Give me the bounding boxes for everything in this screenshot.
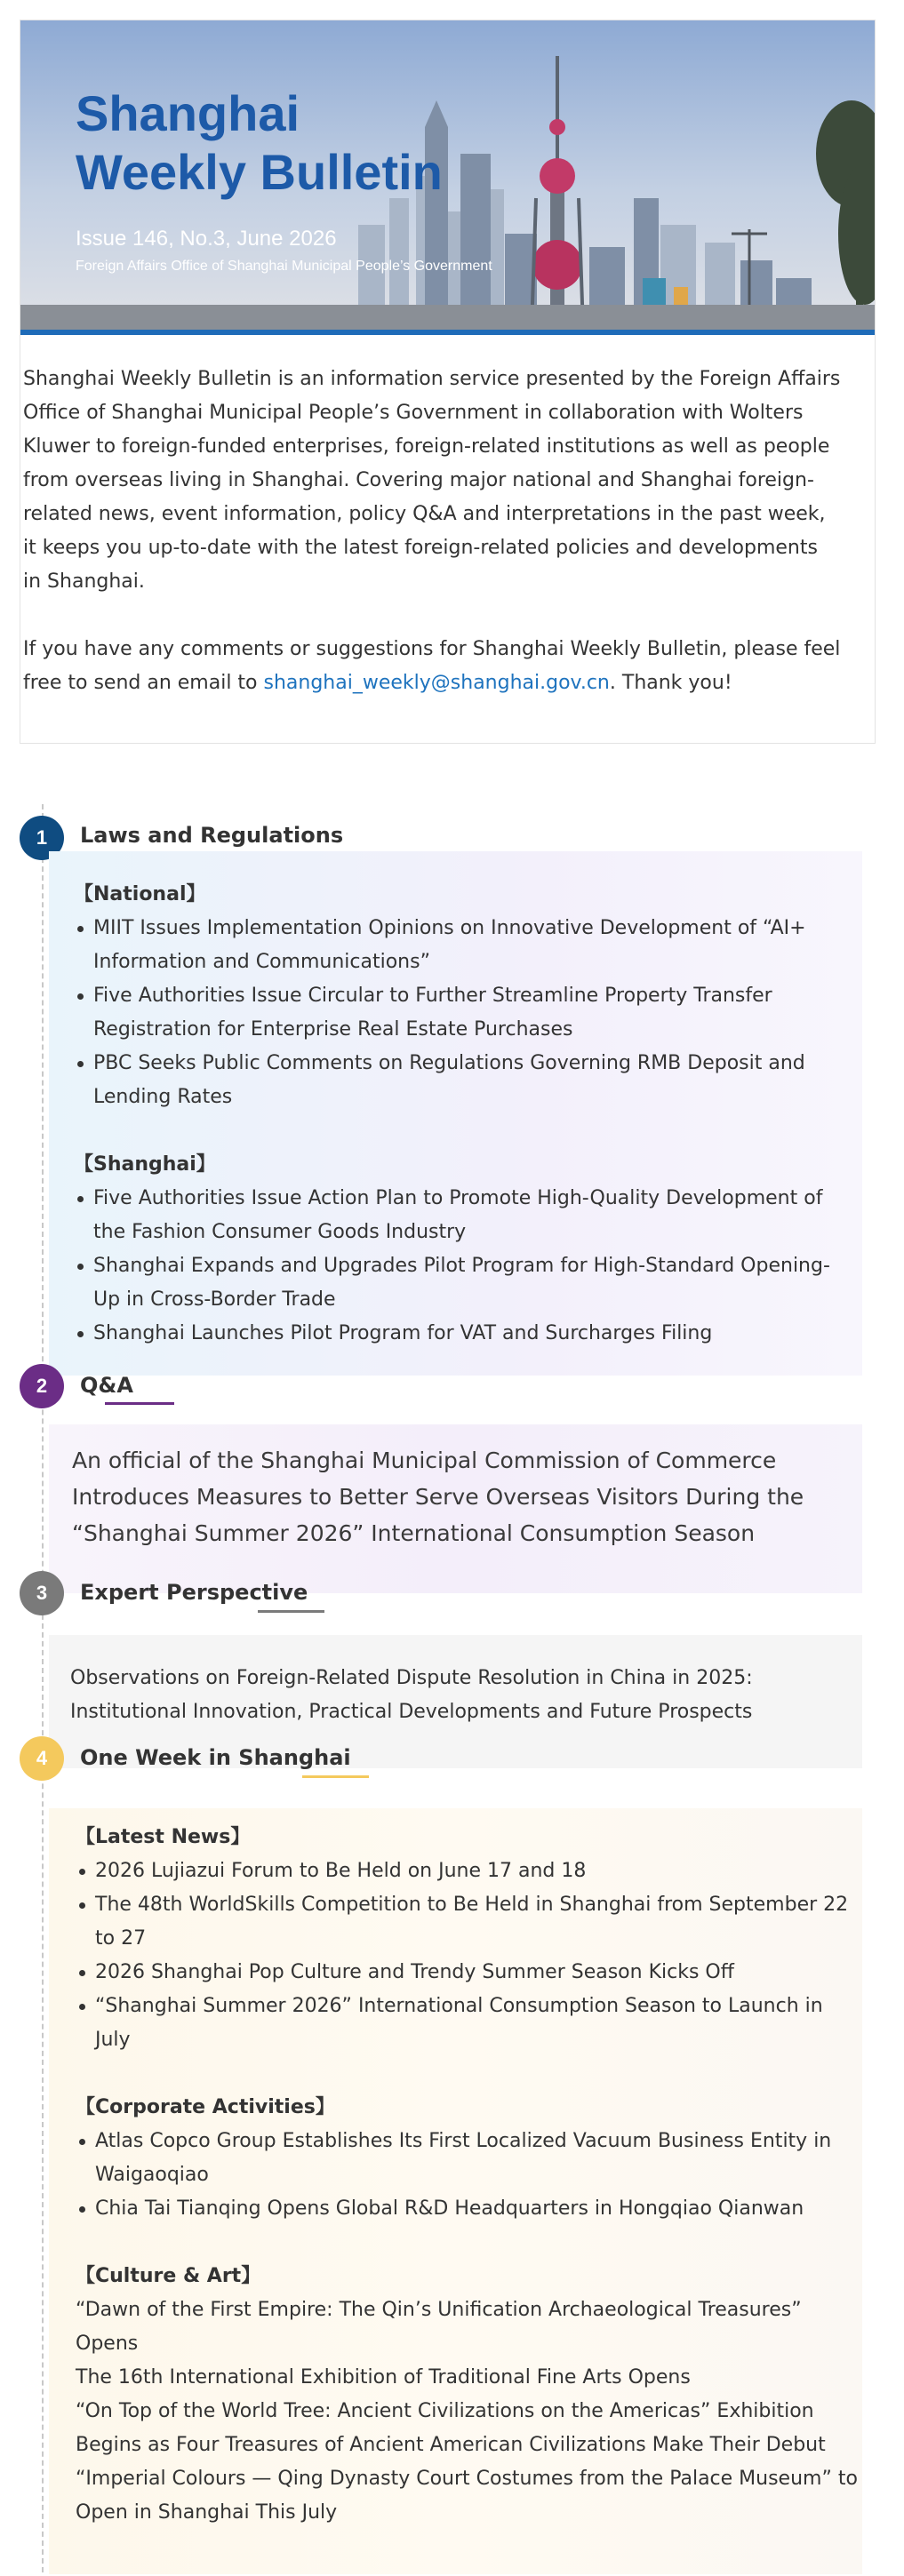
national-list — [74, 912, 847, 1114]
contact-email-link[interactable]: shanghai_weekly@shanghai.gov.cn — [263, 672, 610, 694]
section-4-underline — [302, 1775, 369, 1778]
culture-art-list — [76, 2293, 858, 2530]
group-heading-culture-art: 【Culture & Art】 — [76, 2265, 261, 2287]
list-item[interactable]: Shanghai Expands and Upgrades Pilot Program for High-Standard Opening-Up in Cross-Border Trade — [74, 1249, 847, 1317]
list-item[interactable]: Atlas Copco Group Establishes Its First Localized Vacuum Business Entity in Waigaoqiao — [76, 2125, 858, 2192]
list-item[interactable]: Shanghai Launches Pilot Program for VAT and Surcharges Filing — [74, 1317, 847, 1351]
list-item[interactable]: “Dawn of the First Empire: The Qin’s Unification Archaeological Treasures” Opens — [76, 2299, 802, 2355]
intro-paragraph-2-text: If you have any comments or suggestions for Shanghai Weekly Bulletin, please feel free to send an email to — [23, 638, 841, 694]
latest-news-list — [76, 1854, 858, 2057]
section-4-title: One Week in Shanghai — [80, 1745, 351, 1770]
expert-article-link[interactable]: Observations on Foreign-Related Dispute Resolution in China in 2025: Institutional Innovation, Practical Developments and Future Prospects — [70, 1667, 753, 1723]
list-item[interactable]: Chia Tai Tianqing Opens Global R&D Headquarters in Hongqiao Qianwan — [76, 2192, 858, 2226]
section-1-number: 1 — [20, 816, 64, 860]
qa-article-link[interactable]: An official of the Shanghai Municipal Commission of Commerce Introduces Measures to Better Serve Overseas Visitors During the “Shanghai Summer 2026” International Consumption Season — [72, 1448, 804, 1546]
title-line-2: Weekly Bulletin — [76, 144, 443, 200]
section-2-number: 2 — [20, 1364, 64, 1408]
intro-paragraph-2-end: . Thank you! — [609, 672, 732, 694]
section-2-underline — [105, 1402, 174, 1405]
list-item[interactable]: Five Authorities Issue Circular to Further Streamline Property Transfer Registration for Enterprise Real Estate Purchases — [74, 979, 847, 1047]
section-2-title: Q&A — [80, 1373, 133, 1398]
list-item[interactable]: Five Authorities Issue Action Plan to Promote High-Quality Development of the Fashion Consumer Goods Industry — [74, 1182, 847, 1249]
section-4-content — [76, 1821, 858, 2530]
bulletin-title — [76, 84, 443, 202]
section-3-number: 3 — [20, 1571, 64, 1615]
shanghai-list — [74, 1182, 847, 1351]
corporate-list — [76, 2125, 858, 2226]
list-item[interactable]: The 48th WorldSkills Competition to Be Held in Shanghai from September 22 to 27 — [76, 1888, 858, 1956]
banner-image — [20, 20, 875, 330]
issue-number: Issue 146, No.3, June 2026 — [76, 227, 337, 251]
section-4-number: 4 — [20, 1736, 64, 1781]
section-4-panel — [49, 1808, 862, 2574]
list-item[interactable]: “Shanghai Summer 2026” International Consumption Season to Launch in July — [76, 1990, 858, 2057]
intro-paragraph-2 — [23, 633, 841, 700]
section-1-panel — [49, 851, 862, 1376]
timeline-divider — [42, 804, 44, 2572]
list-item[interactable]: MIIT Issues Implementation Opinions on Innovative Development of “AI+ Information and Communications” — [74, 912, 847, 979]
group-heading-shanghai: 【Shanghai】 — [74, 1153, 216, 1176]
section-2-panel — [49, 1424, 862, 1593]
section-1-title: Laws and Regulations — [80, 823, 344, 848]
title-line-1: Shanghai — [76, 85, 300, 141]
list-item[interactable]: The 16th International Exhibition of Traditional Fine Arts Opens — [76, 2366, 691, 2389]
group-heading-national: 【National】 — [74, 883, 206, 905]
banner-divider — [20, 330, 875, 335]
section-3-underline — [258, 1610, 324, 1613]
list-item[interactable]: PBC Seeks Public Comments on Regulations Governing RMB Deposit and Lending Rates — [74, 1047, 847, 1114]
section-3-title: Expert Perspective — [80, 1580, 308, 1605]
list-item[interactable]: 2026 Shanghai Pop Culture and Trendy Summer Season Kicks Off — [76, 1956, 858, 1990]
intro-text — [23, 363, 841, 700]
issuing-office: Foreign Affairs Office of Shanghai Municipal People’s Government — [76, 259, 492, 274]
section-1-content — [74, 878, 847, 1351]
intro-paragraph-1: Shanghai Weekly Bulletin is an information service presented by the Foreign Affairs Office of Shanghai Municipal People’s Government in collaboration with Wolters Kluwer to foreign-funded enterprises, foreign-related institutions as well as people from overseas living in Shanghai. Covering major national and Shanghai foreign-related news, event information, policy Q&A and interpretations in the past week, it keeps you up-to-date with the latest foreign-related policies and developments in Shanghai. — [23, 368, 841, 593]
group-heading-latest-news: 【Latest News】 — [76, 1826, 251, 1848]
list-item[interactable]: 2026 Lujiazui Forum to Be Held on June 17 and 18 — [76, 1854, 858, 1888]
list-item[interactable]: “On Top of the World Tree: Ancient Civilizations on the Americas” Exhibition Begins as Four Treasures of Ancient American Civilizations Make Their Debut — [76, 2400, 826, 2456]
group-heading-corporate: 【Corporate Activities】 — [76, 2096, 335, 2118]
list-item[interactable]: “Imperial Colours — Qing Dynasty Court Costumes from the Palace Museum” to Open in Shanghai This July — [76, 2468, 858, 2524]
